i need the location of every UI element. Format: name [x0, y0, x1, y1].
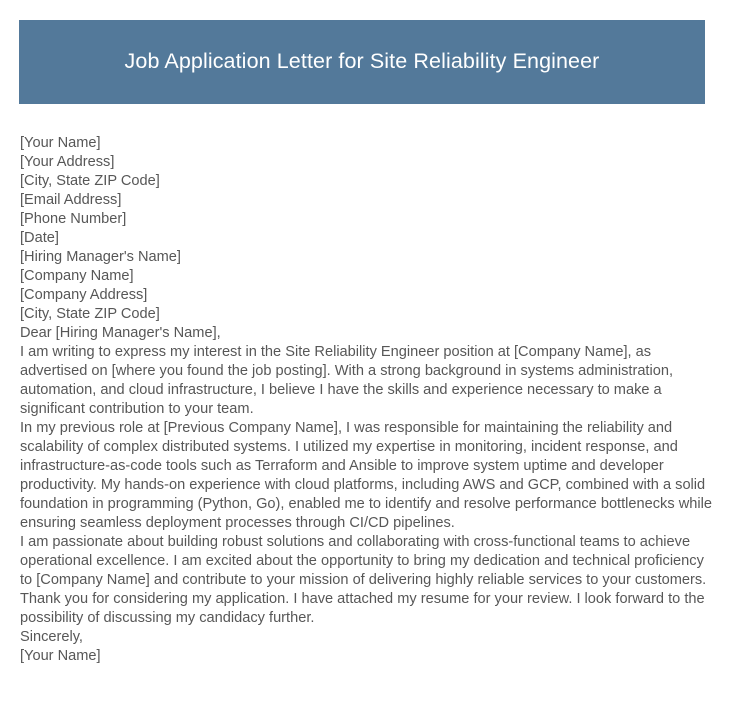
- signature-name: [Your Name]: [20, 648, 101, 664]
- sender-phone: [Phone Number]: [20, 211, 127, 227]
- letter-body: [20, 134, 717, 666]
- recipient-company-address: [Company Address]: [20, 287, 148, 303]
- sender-city-state-zip: [City, State ZIP Code]: [20, 173, 160, 189]
- recipient-block: [20, 248, 712, 324]
- closing-block: [20, 628, 712, 666]
- sender-contact-block: [20, 134, 712, 248]
- closing-salutation: Sincerely,: [20, 629, 83, 645]
- recipient-company-name: [Company Name]: [20, 268, 134, 284]
- body-paragraph-3: I am passionate about building robust solutions and collaborating with cross-functional teams to achieve operational excellence. I am excited about the opportunity to bring my dedication and technical proficiency to [Company Name] and contribute to your mission of delivering highly reliable services to your customers.: [20, 534, 708, 588]
- letter-header-banner: [19, 20, 705, 104]
- sender-email: [Email Address]: [20, 192, 122, 208]
- letter-date: [Date]: [20, 230, 59, 246]
- body-paragraph-1: I am writing to express my interest in the Site Reliability Engineer position at [Company Name], as advertised on [where you found the job posting]. With a strong background in systems administration, automation, and cloud infrastructure, I believe I have the skills and experience necessary to make a significant contribution to your team.: [20, 344, 678, 417]
- body-paragraph-2: In my previous role at [Previous Company Name], I was responsible for maintaining the reliability and scalability of complex distributed systems. I utilized my expertise in monitoring, incident response, and infrastructure-as-code tools such as Terraform and Ansible to improve system uptime and developer productivity. My hands-on experience with cloud platforms, including AWS and GCP, combined with a solid foundation in programming (Python, Go), enabled me to identify and resolve performance bottlenecks while ensuring seamless deployment processes through CI/CD pipelines.: [20, 420, 717, 531]
- page-title: Job Application Letter for Site Reliability Engineer: [124, 49, 600, 74]
- salutation: Dear [Hiring Manager's Name],: [20, 325, 221, 341]
- sender-address: [Your Address]: [20, 154, 115, 170]
- sender-name: [Your Name]: [20, 135, 101, 151]
- body-paragraph-4: Thank you for considering my application. I have attached my resume for your review. I look forward to the possibility of discussing my candidacy further.: [20, 591, 709, 626]
- recipient-city-state-zip: [City, State ZIP Code]: [20, 306, 160, 322]
- recipient-hiring-manager-name: [Hiring Manager's Name]: [20, 249, 181, 265]
